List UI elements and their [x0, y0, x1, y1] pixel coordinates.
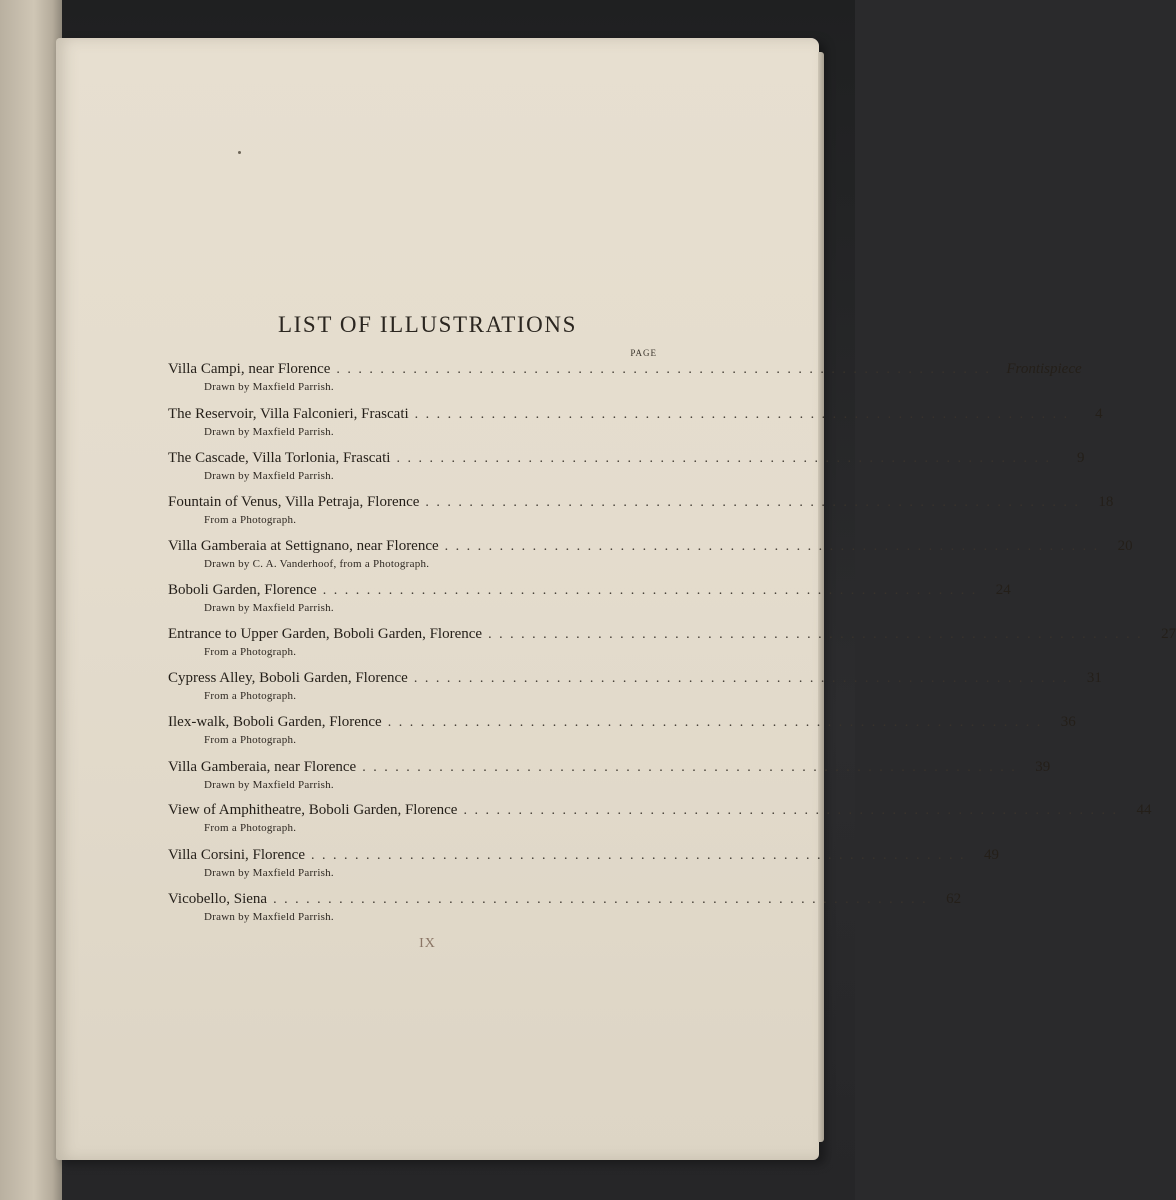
entry-credit: From a Photograph.	[204, 822, 297, 834]
list-item	[168, 450, 1085, 482]
entry-credit: From a Photograph.	[204, 690, 297, 702]
entry-page: 44	[1136, 802, 1152, 818]
dot-leader: ............................................................	[322, 583, 983, 598]
entry-credit: Drawn by Maxfield Parrish.	[204, 602, 334, 614]
entry-credit: Drawn by Maxfield Parrish.	[204, 381, 334, 393]
entry-title: Fountain of Venus, Villa Petraja, Florence	[168, 494, 420, 510]
facing-page-edge	[0, 0, 62, 1200]
entry-credit: From a Photograph.	[204, 514, 297, 526]
entry-credit: From a Photograph.	[204, 646, 297, 658]
entry-page: 4	[1095, 406, 1103, 422]
entry-title: Boboli Garden, Florence	[168, 582, 317, 598]
list-item	[168, 670, 1102, 702]
dot-leader: ............................................................	[362, 760, 1023, 775]
dot-leader: ............................................................	[463, 803, 1124, 818]
page-title: LIST OF ILLUSTRATIONS	[278, 312, 577, 337]
list-item	[168, 626, 1176, 658]
entry-title: View of Amphitheatre, Boboli Garden, Florence	[168, 802, 458, 818]
entry-credit: Drawn by Maxfield Parrish.	[204, 426, 334, 438]
dot-leader: ............................................................	[425, 495, 1086, 510]
list-item	[168, 802, 1152, 834]
dot-leader: ............................................................	[336, 362, 997, 377]
entry-credit: Drawn by Maxfield Parrish.	[204, 470, 334, 482]
entry-page: 9	[1076, 450, 1085, 466]
entry-page: 31	[1086, 670, 1102, 686]
entry-credit: From a Photograph.	[204, 734, 297, 746]
entry-page: 18	[1098, 494, 1114, 510]
paper-speck	[238, 151, 241, 154]
entry-title: Cypress Alley, Boboli Garden, Florence	[168, 670, 408, 686]
entry-title: Villa Campi, near Florence	[168, 361, 331, 377]
list-item	[168, 759, 1051, 791]
entry-title: The Reservoir, Villa Falconieri, Frascati	[168, 406, 409, 422]
entry-title: Vicobello, Siena	[168, 891, 268, 907]
list-item	[168, 538, 1133, 570]
list-item	[168, 406, 1103, 438]
page-column-label: PAGE	[630, 348, 657, 358]
entry-title: Villa Gamberaia at Settignano, near Florence	[168, 538, 439, 554]
entry-page: 49	[984, 847, 999, 863]
dot-leader: ............................................................	[413, 671, 1074, 686]
entry-page: 24	[995, 582, 1011, 598]
entry-title: Villa Gamberaia, near Florence	[168, 759, 357, 775]
dot-leader: ............................................................	[311, 848, 971, 863]
dot-leader: ............................................................	[488, 627, 1149, 642]
list-item	[168, 582, 1011, 614]
entry-title: Entrance to Upper Garden, Boboli Garden, Florence	[168, 626, 483, 642]
dot-leader: ............................................................	[396, 451, 1057, 466]
entry-page: 27	[1161, 626, 1176, 642]
entry-page: 39	[1035, 759, 1051, 775]
entry-title: The Cascade, Villa Torlonia, Frascati	[168, 450, 391, 466]
entry-page: 20	[1117, 538, 1133, 554]
list-item	[168, 714, 1076, 746]
dot-leader: ............................................................	[444, 539, 1105, 554]
entry-page: Frontispiece	[1006, 361, 1082, 377]
entry-credit: Drawn by Maxfield Parrish.	[204, 779, 334, 791]
entry-page: 36	[1060, 714, 1076, 730]
list-item	[168, 891, 962, 923]
dot-leader: ............................................................	[387, 715, 1048, 730]
list-item	[168, 494, 1114, 526]
entry-credit: Drawn by Maxfield Parrish.	[204, 911, 334, 923]
entry-credit: Drawn by Maxfield Parrish.	[204, 867, 334, 879]
dot-leader: ............................................................	[273, 892, 934, 907]
entry-title: Ilex-walk, Boboli Garden, Florence	[168, 714, 382, 730]
dot-leader: ............................................................	[414, 407, 1075, 422]
list-item	[168, 361, 1082, 393]
entry-title: Villa Corsini, Florence	[168, 847, 305, 863]
list-item	[168, 847, 999, 879]
entry-page: 62	[946, 891, 962, 907]
page-number: IX	[419, 936, 436, 951]
entry-credit: Drawn by C. A. Vanderhoof, from a Photograph.	[204, 558, 430, 570]
